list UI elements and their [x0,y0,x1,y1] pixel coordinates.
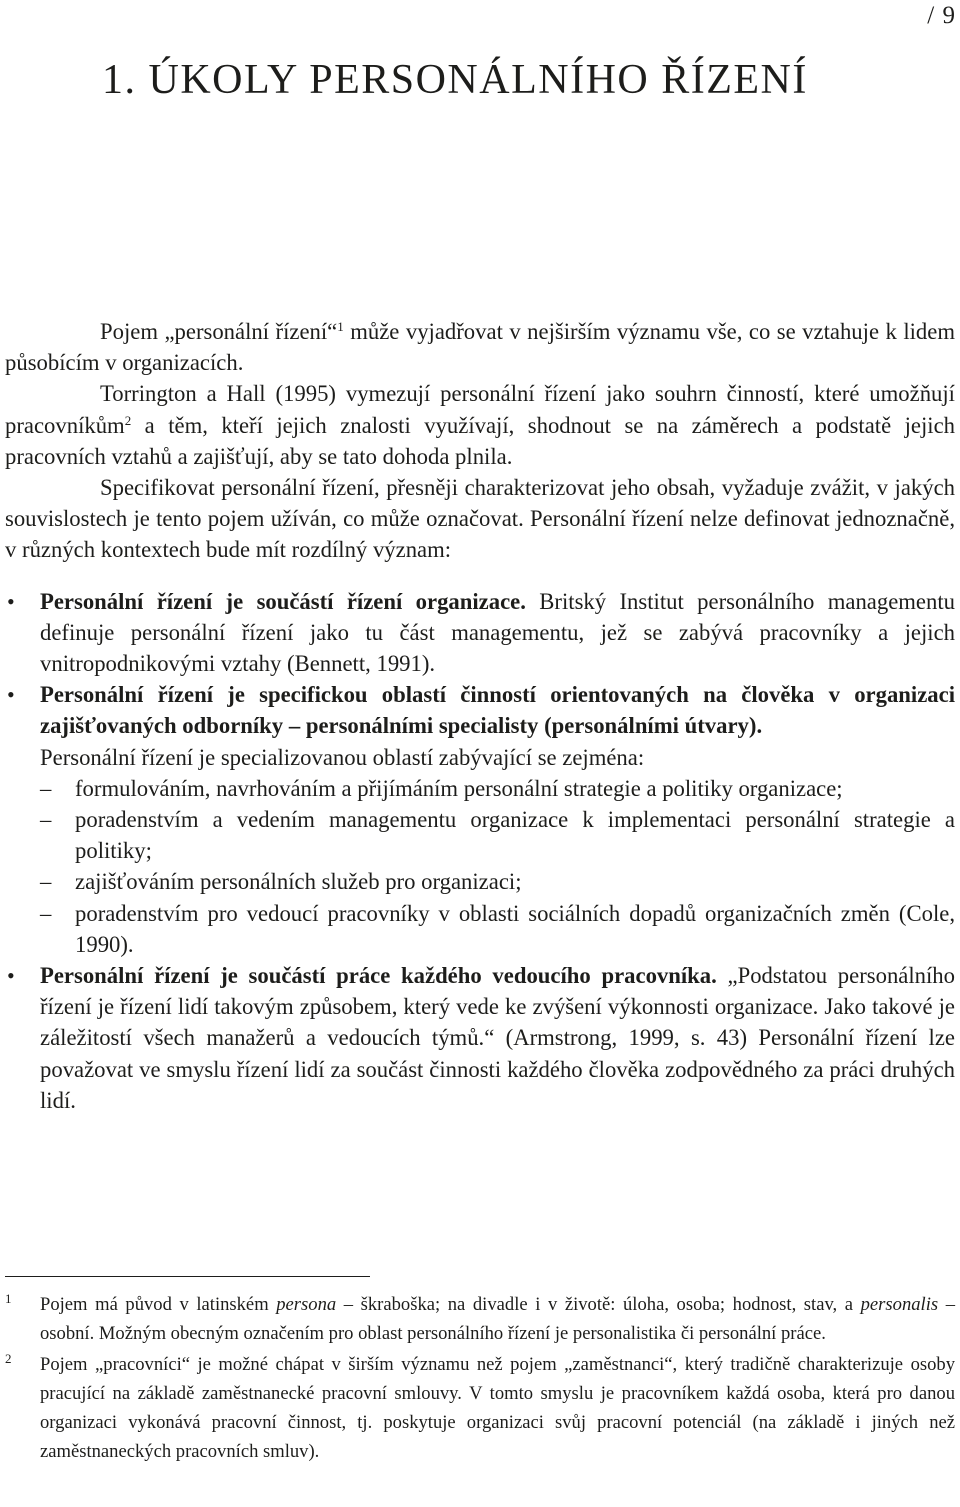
footnote-mark: 1 [5,1291,12,1306]
list-item [5,679,955,960]
paragraph-intro [5,316,955,378]
footnote-1 [5,1290,955,1348]
chapter-title: 1. ÚKOLY PERSONÁLNÍHO ŘÍZENÍ [102,57,808,103]
footnote-2 [5,1350,955,1466]
bullet-icon: • [7,682,15,708]
paragraph-text: Torrington a Hall (1995) vymezují personální řízení jako souhrn činností, které umožňují pracovníkům [5,381,955,438]
list-item [5,960,955,1116]
footnote-text: Pojem má původ v latinském [40,1294,277,1315]
footnote-text: – osobní. Možným obecným označením pro oblast personálního řízení je personalistika či personální práce. [40,1294,955,1344]
footnote-ref-2[interactable]: 2 [124,412,132,428]
footnote-text: Pojem „pracovníci“ je možné chápat v širším významu než pojem „zaměstnanci“, který tradičně charakterizuje osoby pracující na základě zaměstnanecké pracovní smlouvy. V tomto smyslu je pracovníkem každá osoba, která pro danou organizaci vykonává pracovní činnost, tj. poskytuje organizaci svůj pracovní potenciál (na základě i jiných než zaměstnaneckých pracovních smluv). [40,1354,955,1462]
dash-item-text: formulováním, navrhováním a přijímáním personální strategie a politiky organizace; [75,775,843,801]
page-number: / 9 [927,2,956,29]
dash-icon: – [40,807,52,833]
list-item-heading: Personální řízení je součástí práce každého vedoucího pracovníka. [40,963,717,989]
dash-item [40,866,955,897]
paragraph-text: a těm, kteří jejich znalosti využívají, shodnout se na záměrech a podstatě jejich pracovních vztahů a zajišťují, aby se tato dohoda plnila. [5,412,955,469]
footnote-divider [5,1276,370,1277]
list-item-heading: Personální řízení je součástí řízení organizace. [40,588,526,614]
dash-item-text: zajišťováním personálních služeb pro organizaci; [75,869,522,895]
dash-item [40,773,955,804]
list-item-heading: Personální řízení je specifickou oblastí činností orientovaných na člověka v organizaci zajišťovaných odborníky – personálními specialisty (personálními útvary). [40,682,955,739]
footnotes [5,1290,955,1466]
dash-item-text: poradenstvím a vedením managementu organizace k implementaci personální strategie a politiky; [75,807,955,864]
meaning-list [5,586,955,1116]
footnote-mark: 2 [5,1351,12,1366]
list-item-text: Personální řízení je specializovanou oblastí zabývající se zejména: [40,744,645,770]
footnote-term-personalis: personalis [860,1294,939,1315]
footnote-term-persona: persona [276,1294,337,1315]
footnote-ref-1[interactable]: 1 [337,319,344,334]
dash-icon: – [40,869,52,895]
list-item-text: „Podstatou personálního řízení je řízení lidí takovým způsobem, který vede ke zvýšení výkonnosti organizace. Jako takové je záležitostí všech manažerů a vedoucích týmů.“ (Armstrong, 1999, s. 43) Personální řízení lze považovat ve smyslu řízení lidí za součást činnosti každého člověka zodpovědného za práci druhých lidí. [40,963,955,1113]
dash-item [40,898,955,960]
bullet-icon: • [7,588,15,614]
footnote-text: – škraboška; na divadle i v životě: úloha, osoba; hodnost, stav, a [336,1294,861,1315]
paragraph-text: může vyjadřovat v nejširším významu vše, co se vztahuje k lidem působícím v organizacích. [5,319,955,376]
list-item [5,586,955,680]
list-item-text: Britský Institut personálního managementu definuje personální řízení jako tu část managementu, jež se zabývá pracovníky a jejich vnitropodnikovými vztahy (Bennett, 1991). [40,588,955,677]
dash-list [40,773,955,960]
bullet-icon: • [7,963,15,989]
paragraph-text: Pojem „personální řízení“ [100,319,338,344]
dash-icon: – [40,900,52,926]
dash-item-text: poradenstvím pro vedoucí pracovníky v oblasti sociálních dopadů organizačních změn (Cole, 1990). [75,900,955,957]
paragraph-torrington [5,378,955,472]
dash-icon: – [40,775,52,801]
dash-item [40,804,955,866]
body-text [5,316,955,1116]
paragraph-specification: Specifikovat personální řízení, přesněji charakterizovat jeho obsah, vyžaduje zvážit, v jakých souvislostech je tento pojem užíván, co může označovat. Personální řízení nelze definovat jednoznačně, v různých kontextech bude mít rozdílný význam: [5,475,955,563]
